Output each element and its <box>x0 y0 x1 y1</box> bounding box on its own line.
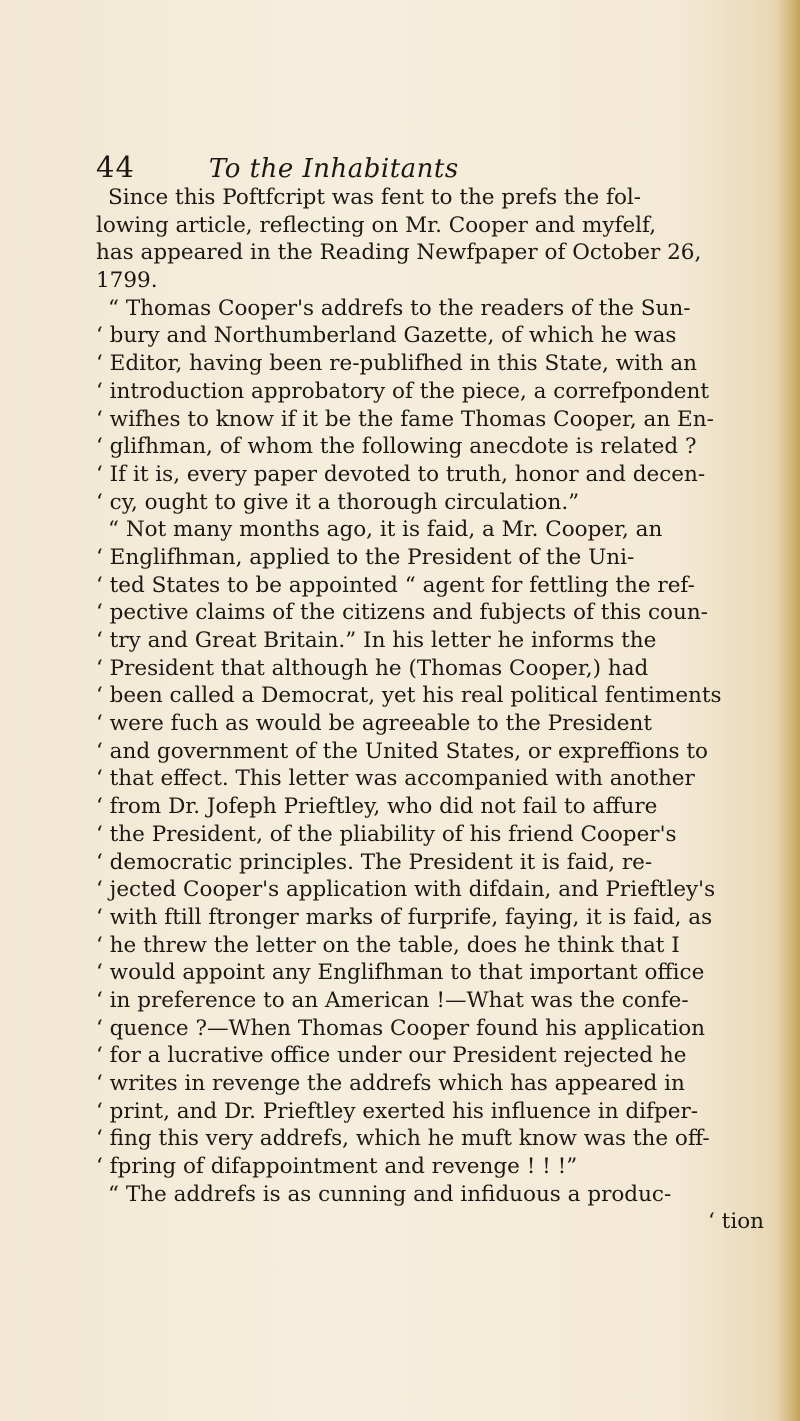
running-head: To the Inhabitants <box>208 154 459 184</box>
text-line: ‘ try and Great Britain.” In his letter he informs the <box>96 628 657 653</box>
text-line: ‘ with ftill ftronger marks of furprife, faying, it is faid, as <box>96 904 713 930</box>
text-line: ‘ writes in revenge the addrefs which has appeared in <box>96 1071 685 1096</box>
text-line: ‘ bury and Northumberland Gazette, of which he was <box>96 323 677 349</box>
text-line: ‘ democratic principles. The President it is faid, re- <box>96 849 653 875</box>
text-line: ‘ from Dr. Jofeph Prieftley, who did not fail to affure <box>96 794 658 820</box>
text-line: ‘ were fuch as would be agreeable to the President <box>96 711 652 737</box>
body-text <box>96 184 764 1236</box>
text-line: ‘ quence ?—When Thomas Cooper found his application <box>96 1015 706 1041</box>
text-line: ‘ would appoint any Englifhman to that important office <box>96 960 705 986</box>
text-line: has appeared in the Reading Newfpaper of October 26, <box>96 240 702 266</box>
text-line: ‘ that effect. This letter was accompanied with another <box>96 766 695 792</box>
page-header <box>96 150 459 184</box>
text-line: ‘ been called a Democrat, yet his real political fentiments <box>96 683 722 709</box>
text-line: ‘ in preference to an American !—What was the confe- <box>96 987 689 1013</box>
catchword: ‘ tion <box>708 1209 764 1235</box>
text-line: “ Not many months ago, it is faid, a Mr. Cooper, an <box>108 517 663 543</box>
text-line: ‘ cy, ought to give it a thorough circulation.” <box>96 489 580 515</box>
text-line: ‘ and government of the United States, or expreffions to <box>96 738 708 764</box>
text-line: ‘ for a lucrative office under our President rejected he <box>96 1043 687 1069</box>
text-line: ‘ fpring of difappointment and revenge ! ! !” <box>96 1154 578 1180</box>
text-line: 1799. <box>96 268 158 294</box>
text-line: ‘ wifhes to know if it be the fame Thomas Cooper, an En- <box>96 406 714 432</box>
text-line: ‘ introduction approbatory of the piece, a correfpondent <box>96 378 710 404</box>
text-line: “ The addrefs is as cunning and infiduous a produc- <box>108 1181 672 1207</box>
text-line: ‘ President that although he (Thomas Cooper,) had <box>96 655 649 681</box>
page-edge-shading <box>778 0 800 1421</box>
text-line: ‘ fing this very addrefs, which he muft know was the off- <box>96 1126 710 1152</box>
text-line: Since this Poftfcript was fent to the prefs the fol- <box>108 185 642 210</box>
text-line: ‘ If it is, every paper devoted to truth, honor and decen- <box>96 461 706 487</box>
text-line: lowing article, reflecting on Mr. Cooper and myfelf, <box>96 212 657 238</box>
text-line: ‘ the President, of the pliability of his friend Cooper's <box>96 821 677 847</box>
page-number: 44 <box>96 150 135 184</box>
text-line: ‘ Englifhman, applied to the President of the Uni- <box>96 544 635 570</box>
text-line: ‘ glifhman, of whom the following anecdote is related ? <box>96 434 697 460</box>
text-line: ‘ Editor, having been re-publifhed in this State, with an <box>96 351 697 377</box>
text-line: ‘ ted States to be appointed “ agent for fettling the ref- <box>96 572 695 598</box>
text-line: ‘ jected Cooper's application with difdain, and Prieftley's <box>96 877 716 903</box>
text-line: ‘ pective claims of the citizens and fubjects of this coun- <box>96 600 708 626</box>
text-line: ‘ print, and Dr. Prieftley exerted his influence in difper- <box>96 1098 699 1124</box>
text-line: “ Thomas Cooper's addrefs to the readers of the Sun- <box>108 295 691 321</box>
text-line: ‘ he threw the letter on the table, does he think that I <box>96 932 680 958</box>
